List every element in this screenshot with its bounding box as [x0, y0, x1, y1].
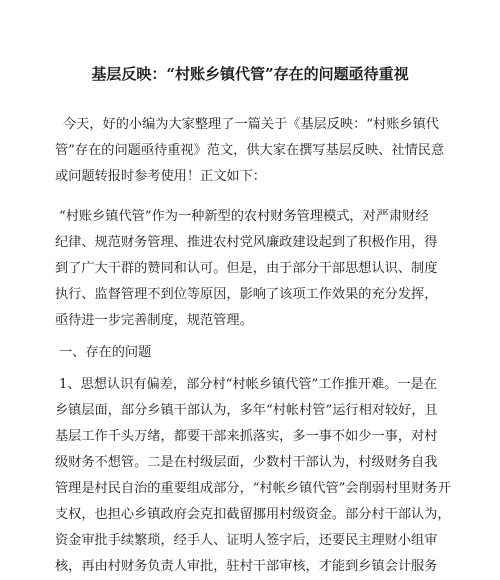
text-line: 1、思想认识有偏差，部分村“村帐乡镇代管”工作推开难。一是在	[59, 377, 437, 392]
text-line: 执行、监督管理不到位等原因，影响了该项工作效果的充分发挥，	[55, 287, 438, 302]
text-line: 或问题转报时参考使用！正文如下：	[55, 169, 266, 184]
document-body	[55, 112, 455, 580]
text-line: 基层工作千头万绪，都要干部来抓落实，多一事不如少一事，对村	[55, 429, 438, 444]
text-line: 支权，也担心乡镇政府会克扣截留挪用村级资金。部分村干部认为，	[55, 507, 451, 522]
text-line: 管理是村民自治的重要组成部分，“村帐乡镇代管”会削弱村里财务开	[55, 481, 451, 496]
text-line: 纪律、规范财务管理、推进农村党风廉政建设起到了积极作用，得	[55, 235, 438, 250]
problem-paragraph	[55, 372, 455, 580]
text-line: 到了广大干群的赞同和认可。但是，由于部分干部思想认识、制度	[55, 261, 438, 276]
text-line: 资金审批手续繁琐，经手人、证明人签字后，还要民主理财小组审	[55, 533, 438, 548]
section-heading	[55, 340, 455, 366]
text-line: 今天，好的小编为大家整理了一篇关于《基层反映：“村账乡镇代	[63, 117, 439, 132]
section-heading-text: 一、存在的问题	[59, 345, 152, 360]
text-line: 管”存在的问题亟待重视》范文，供大家在撰写基层反映、社情民意	[55, 143, 445, 158]
text-line: “村账乡镇代管”作为一种新型的农村财务管理模式，对严肃财经	[59, 209, 429, 224]
text-line: 级财务不想管。二是在村级层面，少数村干部认为，村级财务自我	[55, 455, 438, 470]
text-line: 核，再由村财务负责人审批，驻村干部审核，才能到乡镇会计服务	[55, 559, 438, 574]
document-title: 基层反映：“村账乡镇代管”存在的问题亟待重视	[91, 65, 409, 83]
background-paragraph	[55, 204, 455, 334]
text-line: 亟待进一步完善制度，规范管理。	[55, 313, 253, 328]
intro-paragraph	[55, 112, 455, 190]
text-line: 乡镇层面，部分乡镇干部认为，多年“村帐村管”运行相对较好，且	[55, 403, 438, 418]
